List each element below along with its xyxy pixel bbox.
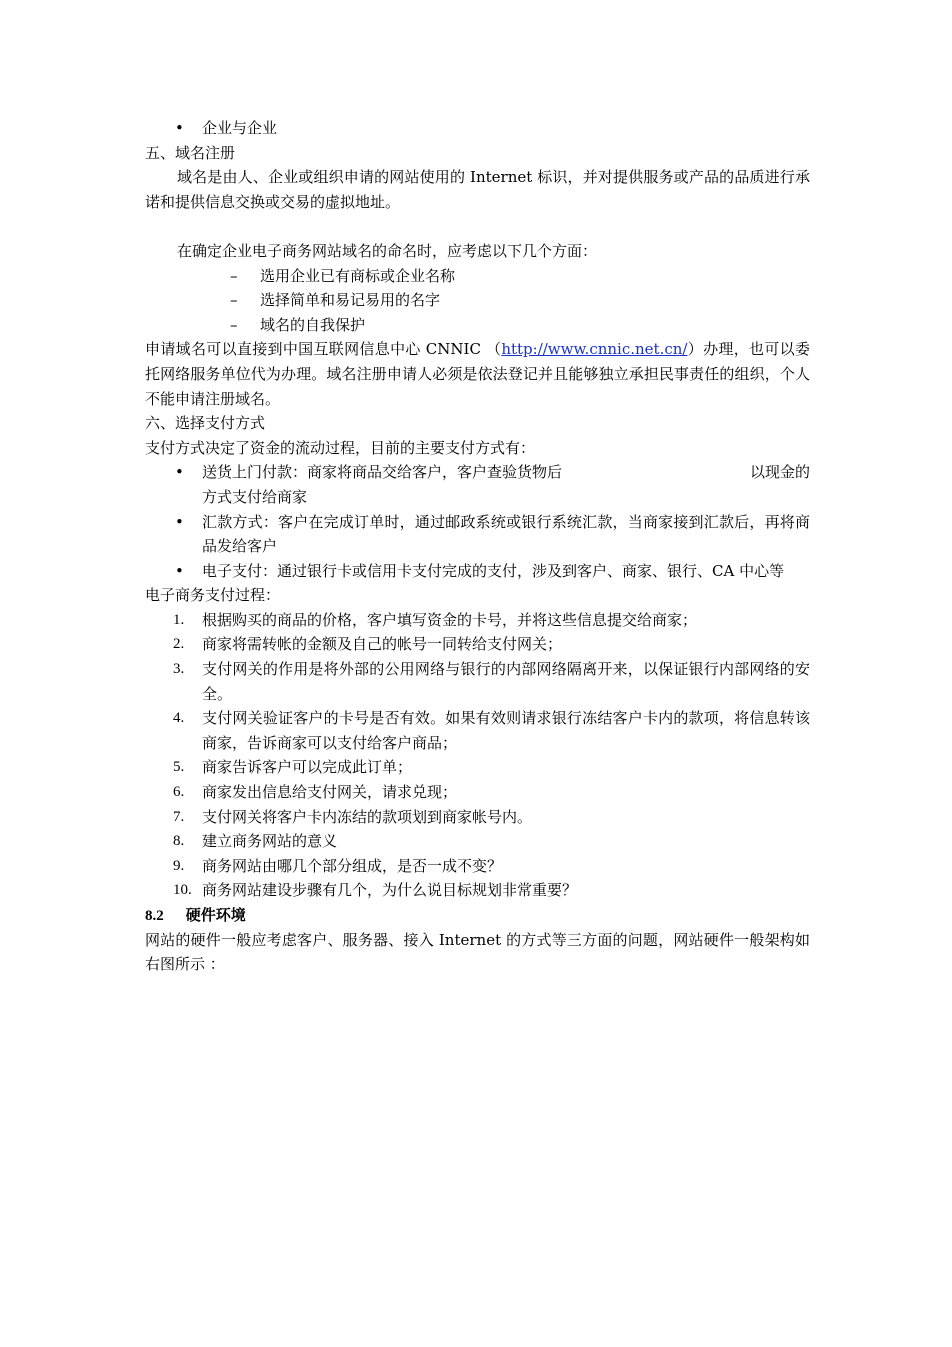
item-number: 4. <box>173 710 185 727</box>
section-number: 8.2 <box>145 908 164 924</box>
item-number: 9. <box>173 857 185 874</box>
list-item-text: 商家将需转帐的金额及自己的帐号一同转给支付网关； <box>202 635 563 654</box>
list-item <box>145 460 810 509</box>
numbered-item <box>145 706 810 755</box>
section-heading <box>145 903 810 928</box>
item-number: 6. <box>173 784 185 801</box>
item-number: 10. <box>173 882 192 899</box>
list-item-text: 商务网站建设步骤有几个，为什么说目标规划非常重要？ <box>202 881 578 900</box>
paragraph: 网站的硬件一般应考虑客户、服务器、接入 Internet 的方式等三方面的问题，网站硬件一般架构如右图所示 ： <box>145 930 810 974</box>
bullet-mark: • <box>175 561 184 580</box>
list-item-text: 商务网站由哪几个部分组成，是否一成不变？ <box>202 856 503 875</box>
list-item-text: 商家发出信息给支付网关，请求兑现； <box>202 783 458 802</box>
numbered-item <box>145 854 810 879</box>
list-item-text: 方式支付给商家 <box>202 487 308 506</box>
bullet-mark: • <box>175 119 184 137</box>
paragraph: 域名是由人、企业或组织申请的网站使用的 Internet 标识，并对提供服务或产品的品质进行承诺和提供信息交换或交易的虚拟地址。 <box>145 168 810 211</box>
numbered-item <box>145 878 810 903</box>
dash-mark: – <box>230 266 238 285</box>
list-item <box>145 264 810 289</box>
list-item-text: 商家告诉客户可以完成此订单； <box>202 758 413 777</box>
numbered-item <box>145 632 810 657</box>
apply-text-post: ）办理，也可以委托网络服务单位代为办理。域名注册申请人必须是依法登记并且能够独立承担民事责任的组织，个人不能申请注册域名。 <box>145 340 810 408</box>
numbered-item <box>145 755 810 780</box>
list-item-text: 域名的自我保护 <box>260 315 366 334</box>
list-item-text: 汇款方式：客户在完成订单时，通过邮政系统或银行系统汇款，当商家接到汇款后，再将商品发给客户 <box>202 512 810 556</box>
paragraph: 在确定企业电子商务网站域名的命名时，应考虑以下几个方面： <box>177 241 598 260</box>
item-number: 7. <box>173 808 185 825</box>
list-item-text: 选择简单和易记易用的名字 <box>260 291 441 310</box>
list-item-text: 选用企业已有商标或企业名称 <box>260 266 456 285</box>
section-heading: 六、选择支付方式 <box>145 414 266 433</box>
list-item-text: 以现金的 <box>749 463 810 482</box>
list-item-text: 支付网关的作用是将外部的公用网络与银行的内部网络隔离开来，以保证银行内部网络的安全。 <box>202 660 810 703</box>
list-item-text: 送货上门付款：商家将商品交给客户，客户查验货物后 <box>202 463 563 482</box>
bullet-mark: • <box>175 463 184 482</box>
spacer <box>145 214 810 239</box>
cnnic-link[interactable]: http://www.cnnic.net.cn/ <box>501 340 688 359</box>
dash-mark: – <box>230 291 238 310</box>
item-number: 2. <box>173 636 185 653</box>
dash-mark: – <box>230 315 238 334</box>
list-item-text: 企业与企业 <box>202 119 278 137</box>
list-item-text: 建立商务网站的意义 <box>202 832 338 851</box>
numbered-item <box>145 608 810 633</box>
subheading: 电子商务支付过程： <box>145 586 281 605</box>
section-title: 硬件环境 <box>185 906 246 924</box>
list-item-text: 支付网关验证客户的卡号是否有效。如果有效则请求银行冻结客户卡内的款项，将信息转该商家，告诉商家可以支付给客户商品； <box>202 709 810 752</box>
item-number: 3. <box>173 661 185 678</box>
apply-text-pre: 申请域名可以直接到中国互联网信息中心 CNNIC （ <box>145 340 502 359</box>
paragraph <box>145 337 810 411</box>
document-page <box>145 116 810 977</box>
list-item <box>145 288 810 313</box>
numbered-item <box>145 829 810 854</box>
numbered-item <box>145 657 810 706</box>
item-number: 8. <box>173 833 185 850</box>
numbered-item <box>145 780 810 805</box>
list-item-text: 根据购买的商品的价格，客户填写资金的卡号，并将这些信息提交给商家； <box>202 610 698 629</box>
list-item-text: 支付网关将客户卡内冻结的款项划到商家帐号内。 <box>202 807 533 826</box>
list-item <box>145 116 810 141</box>
bullet-mark: • <box>175 512 184 531</box>
list-item <box>145 510 810 559</box>
numbered-item <box>145 805 810 830</box>
paragraph: 支付方式决定了资金的流动过程，目前的主要支付方式有： <box>145 438 536 457</box>
item-number: 1. <box>173 611 185 628</box>
list-item <box>145 313 810 338</box>
item-number: 5. <box>173 759 185 776</box>
list-item <box>145 559 810 584</box>
list-item-text: 电子支付：通过银行卡或信用卡支付完成的支付，涉及到客户、商家、银行、CA 中心等 <box>202 561 785 580</box>
section-heading: 五、域名注册 <box>145 143 236 162</box>
